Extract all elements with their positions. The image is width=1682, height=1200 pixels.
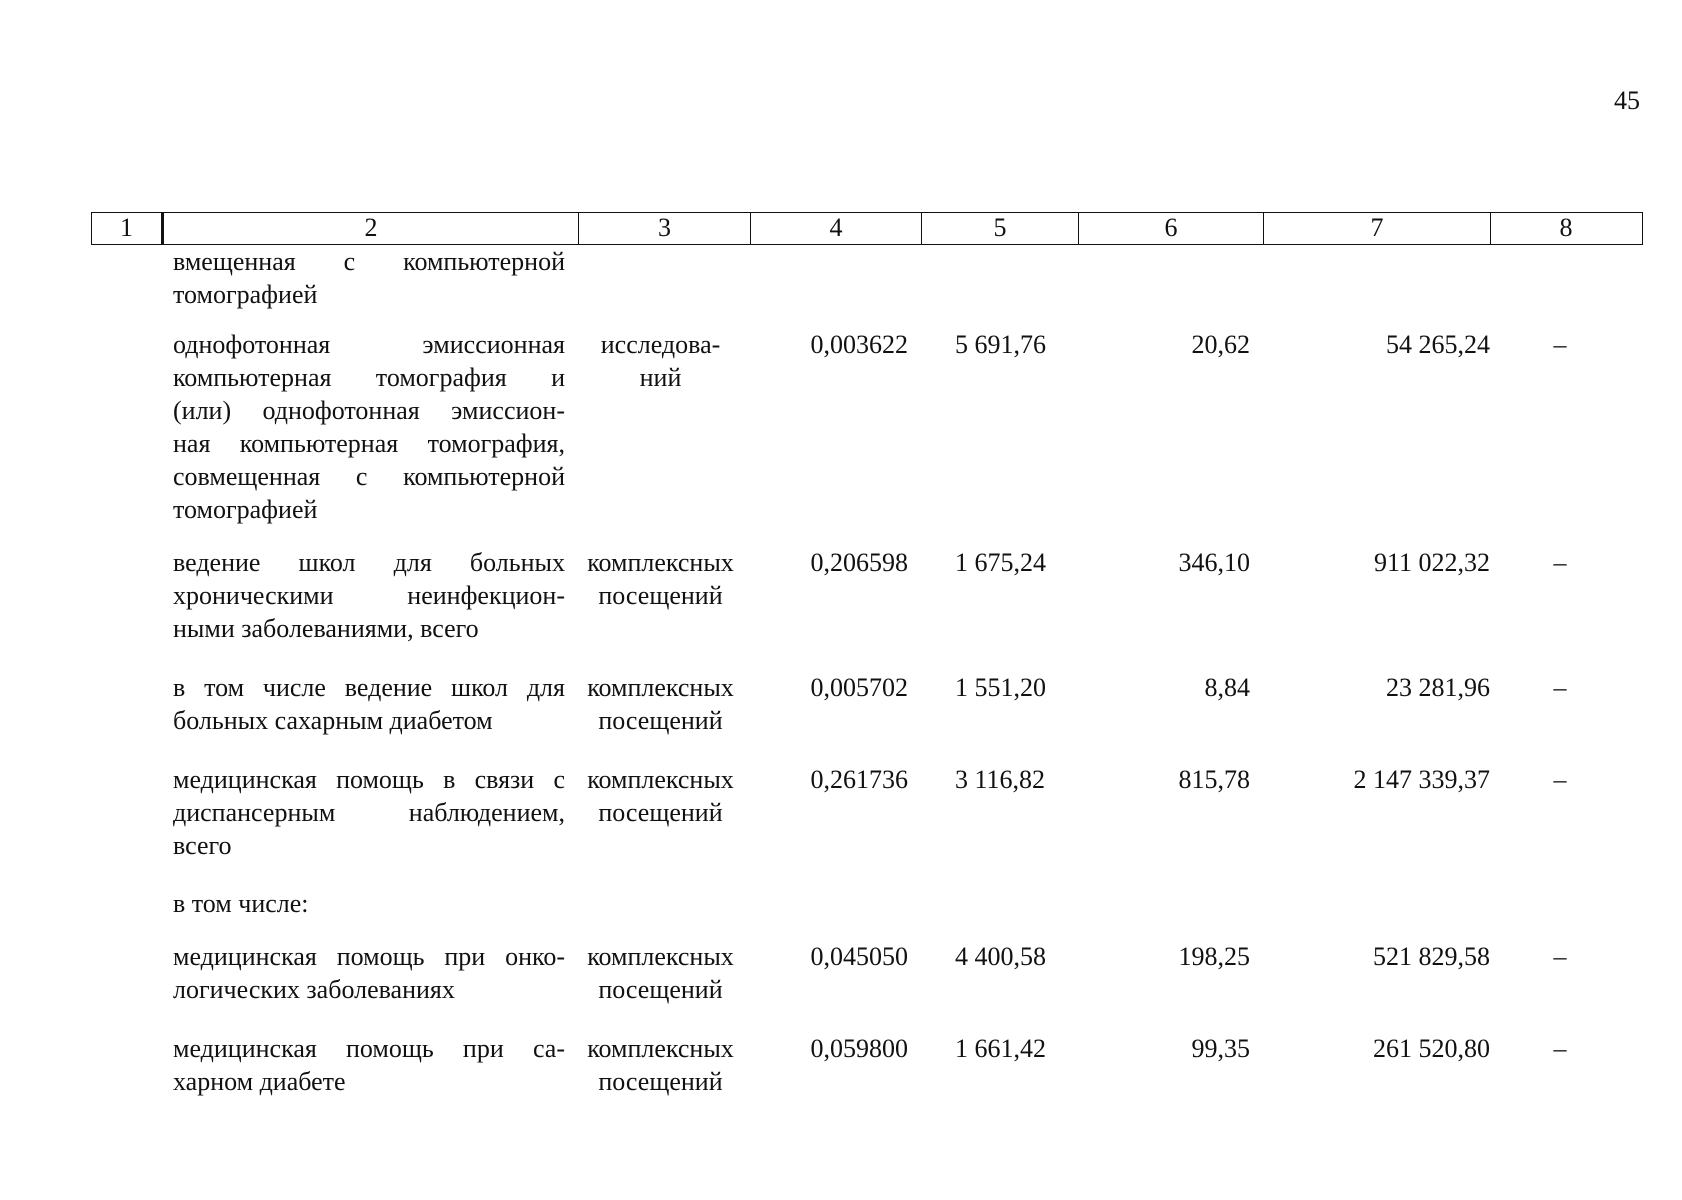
description-line: медицинская помощь в связи с xyxy=(173,765,565,794)
column-header-4: 4 xyxy=(750,213,921,244)
column-header-6: 6 xyxy=(1078,213,1263,244)
description-line: в том числе ведение школ для xyxy=(173,673,565,702)
description-line: ведение школ для больных xyxy=(173,548,565,577)
value-col-8: – xyxy=(1553,1034,1567,1063)
table-row xyxy=(0,671,1682,763)
column-header-2: 2 xyxy=(161,213,578,244)
value-col-5: 5 691,76 xyxy=(955,330,1046,359)
unit-of-measure xyxy=(578,940,743,1006)
value-col-5: 1 675,24 xyxy=(955,548,1046,577)
service-description xyxy=(173,940,565,1006)
description-line: ными заболеваниями, всего xyxy=(173,614,479,643)
column-header-7: 7 xyxy=(1263,213,1490,244)
page-number: 45 xyxy=(1614,86,1640,115)
service-description xyxy=(173,1032,565,1098)
description-line: томографией xyxy=(173,495,318,524)
service-description xyxy=(173,887,565,920)
unit-line: посещений xyxy=(598,706,723,735)
value-col-5: 1 661,42 xyxy=(955,1034,1046,1063)
unit-of-measure xyxy=(578,328,743,394)
unit-line: комплексных xyxy=(587,942,734,971)
value-col-5: 3 116,82 xyxy=(955,765,1046,794)
description-line: медицинская помощь при са- xyxy=(173,1034,565,1063)
value-col-8: – xyxy=(1553,765,1567,794)
value-col-7: 23 281,96 xyxy=(1386,673,1490,702)
column-header-1: 1 xyxy=(120,213,133,242)
unit-of-measure xyxy=(578,671,743,737)
column-header-3: 3 xyxy=(578,213,750,244)
value-col-8: – xyxy=(1553,673,1567,702)
table-row xyxy=(0,940,1682,1032)
value-col-6: 346,10 xyxy=(1178,548,1250,577)
service-description xyxy=(173,671,565,737)
value-col-8: – xyxy=(1553,330,1567,359)
value-col-4: 0,005702 xyxy=(810,673,908,702)
value-col-6: 20,62 xyxy=(1191,330,1250,359)
value-col-6: 198,25 xyxy=(1178,942,1250,971)
value-col-4: 0,261736 xyxy=(810,765,908,794)
unit-line: комплексных xyxy=(587,765,734,794)
description-line: логических заболеваниях xyxy=(173,975,455,1004)
description-line: однофотонная эмиссионная xyxy=(173,330,565,359)
value-col-4: 0,045050 xyxy=(810,942,908,971)
unit-of-measure xyxy=(578,763,743,829)
description-line: хроническими неинфекцион- xyxy=(173,581,565,610)
table-row xyxy=(0,546,1682,671)
table-body xyxy=(0,245,1682,1124)
service-description xyxy=(173,763,565,862)
service-description xyxy=(173,546,565,645)
value-col-7: 261 520,80 xyxy=(1373,1034,1490,1063)
description-line: в том числе: xyxy=(173,889,309,918)
description-line: медицинская помощь при онко- xyxy=(173,942,565,971)
value-col-5: 1 551,20 xyxy=(955,673,1046,702)
description-line: (или) однофотонная эмиссион- xyxy=(173,396,565,425)
unit-line: комплексных xyxy=(587,548,734,577)
value-col-4: 0,059800 xyxy=(810,1034,908,1063)
description-line: компьютерная томография и xyxy=(173,363,565,392)
table-row xyxy=(0,328,1682,546)
unit-line: посещений xyxy=(598,581,723,610)
value-col-7: 54 265,24 xyxy=(1386,330,1490,359)
description-line: больных сахарным диабетом xyxy=(173,706,493,735)
unit-line: ний xyxy=(639,363,682,392)
unit-line: комплексных xyxy=(587,1034,734,1063)
value-col-6: 8,84 xyxy=(1204,673,1250,702)
table-row xyxy=(0,245,1682,328)
table-row xyxy=(0,887,1682,940)
column-number-header xyxy=(91,212,1643,245)
unit-of-measure xyxy=(578,1032,743,1098)
table-row xyxy=(0,1032,1682,1124)
description-line: ная компьютерная томография, xyxy=(173,429,565,458)
value-col-8: – xyxy=(1553,942,1567,971)
service-description xyxy=(173,328,565,526)
unit-of-measure xyxy=(578,546,743,612)
value-col-8: – xyxy=(1553,548,1567,577)
unit-line: посещений xyxy=(598,975,723,1004)
unit-line: исследова- xyxy=(600,330,721,359)
unit-line: посещений xyxy=(598,1067,723,1096)
description-line: диспансерным наблюдением, xyxy=(173,798,565,827)
unit-line: посещений xyxy=(598,798,723,827)
value-col-7: 911 022,32 xyxy=(1373,548,1490,577)
description-line: харном диабете xyxy=(173,1067,346,1096)
value-col-7: 521 829,58 xyxy=(1373,942,1490,971)
unit-line: комплексных xyxy=(587,673,734,702)
description-line: всего xyxy=(173,831,232,860)
service-description xyxy=(173,245,565,311)
value-col-4: 0,003622 xyxy=(810,330,908,359)
description-line: вмещенная с компьютерной xyxy=(173,247,565,276)
column-header-5: 5 xyxy=(921,213,1078,244)
value-col-6: 99,35 xyxy=(1191,1034,1250,1063)
description-line: томографией xyxy=(173,280,318,309)
value-col-4: 0,206598 xyxy=(810,548,908,577)
value-col-6: 815,78 xyxy=(1178,765,1250,794)
description-line: совмещенная с компьютерной xyxy=(173,462,565,491)
value-col-5: 4 400,58 xyxy=(955,942,1046,971)
column-header-8: 8 xyxy=(1490,213,1641,244)
value-col-7: 2 147 339,37 xyxy=(1353,765,1490,794)
table-row xyxy=(0,763,1682,887)
